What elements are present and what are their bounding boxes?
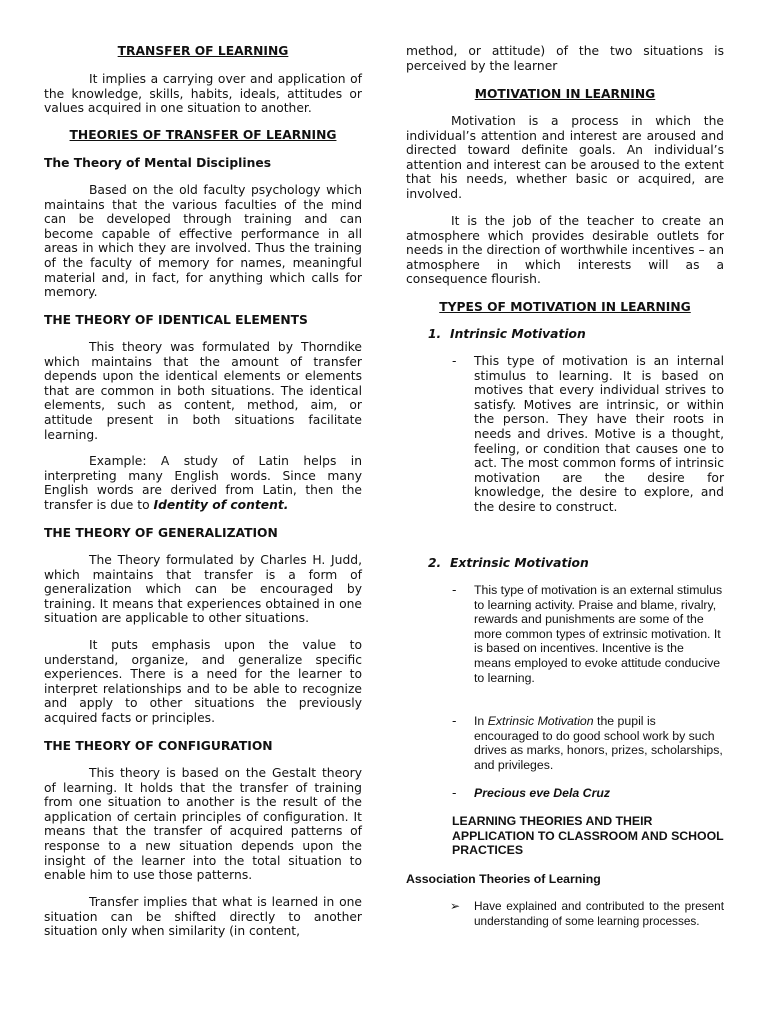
- generalization-paragraph-2: It puts emphasis upon the value to understand, organize, and generalize specific experiences. There is a need for the learner to interpret relationships and to be able to recognize and apply to other situations the previously acquired facts or principles.: [44, 638, 362, 725]
- dash-bullet: -: [452, 354, 457, 368]
- heading-mental-disciplines: The Theory of Mental Disciplines: [44, 156, 272, 170]
- motivation-paragraph-2: It is the job of the teacher to create an atmosphere which provides desirable outlets for needs in the direction of worthwhile incentives – an atmosphere in which interests will as a consequence flourish.: [406, 214, 724, 287]
- intrinsic-number: 1.: [428, 327, 442, 341]
- intrinsic-label: Intrinsic Motivation: [450, 327, 586, 341]
- example-text: Example: A study of Latin helps in interpreting many English words. Since many English words are derived from Latin, then the transfer is due to: [44, 454, 362, 512]
- example-bold-text: Identity of content.: [153, 497, 289, 512]
- extrinsic-bullet-2: [406, 714, 724, 774]
- dash-bullet: -: [452, 714, 457, 728]
- extrinsic-paragraph-2: [474, 714, 724, 772]
- mental-disciplines-paragraph: Based on the old faculty psychology which maintains that the various faculties of the mind can be developed through training and can become capable of effective performance in all areas in which they are involved. Thus the training of the faculty of memory for names, meaningful material and, in fact, for anything which calls for memory.: [44, 183, 362, 300]
- extrinsic-p2-pre: In: [474, 714, 485, 728]
- author-name: Precious eve Dela Cruz: [474, 786, 611, 800]
- heading-theories-of-transfer: THEORIES OF TRANSFER OF LEARNING: [69, 128, 337, 142]
- title-transfer-of-learning: TRANSFER OF LEARNING: [117, 44, 289, 58]
- arrow-bullet-icon: ➢: [450, 899, 461, 913]
- extrinsic-number: 2.: [428, 556, 442, 570]
- heading-generalization: THE THEORY OF GENERALIZATION: [44, 526, 278, 540]
- extrinsic-paragraph-1: This type of motivation is an external stimulus to learning activity. Praise and blame, rivalry, rewards and punishments are some of the more common types of extrinsic motivation. It is based on incentives. Incentive is the means employed to evoke attitude conducive to learning.: [474, 583, 723, 685]
- association-bullet: [406, 899, 724, 947]
- generalization-paragraph-1: The Theory formulated by Charles H. Judd, which maintains that transfer is a form of generalization which can be encouraged by training. It means that experiences obtained in one situation are applicable to other situations.: [44, 553, 362, 626]
- example-paragraph: [44, 454, 362, 512]
- extrinsic-p2-post: the pupil is encouraged to do good school work by such drives as marks, honors, prizes, scholarships, and privileges.: [474, 714, 723, 772]
- dash-bullet: -: [452, 583, 457, 597]
- heading-motivation-in-learning: MOTIVATION IN LEARNING: [474, 87, 656, 101]
- continued-paragraph: method, or attitude) of the two situations is perceived by the learner: [406, 44, 724, 73]
- heading-learning-theories: LEARNING THEORIES AND THEIR APPLICATION TO CLASSROOM AND SCHOOL PRACTICES: [452, 814, 724, 858]
- extrinsic-bullet-1: [406, 583, 724, 703]
- intrinsic-paragraph: This type of motivation is an internal stimulus to learning. It is based on motives that every individual strives to satisfy. Motives are intrinsic, or within the person. They have their roots in needs and drives. Motive is a thought, feeling, or condition that causes one to act. The most common forms of intrinsic motivation are the desire for knowledge, the desire to explore, and the desire to construct.: [474, 354, 724, 514]
- heading-types-of-motivation: TYPES OF MOTIVATION IN LEARNING: [439, 300, 691, 314]
- intro-paragraph: It implies a carrying over and application of the knowledge, skills, habits, ideals, attitudes or values acquired in one situation to another.: [44, 72, 362, 116]
- dash-bullet: -: [452, 786, 457, 800]
- motivation-paragraph-1: Motivation is a process in which the individual’s attention and interest are aroused and directed toward definite goals. An individual’s attention and interest can be aroused to the extent that his needs, whether basic or acquired, are involved.: [406, 114, 724, 201]
- transfer-paragraph: Transfer implies that what is learned in one situation can be shifted directly to another situation only when similarity (in content,: [44, 895, 362, 939]
- heading-extrinsic-motivation: [406, 556, 724, 571]
- author-bullet: [406, 786, 724, 802]
- identical-elements-paragraph: This theory was formulated by Thorndike which maintains that the amount of transfer depends upon the identical elements or elements that are common in both situations. The identical elements, such as content, method, aim, or attitude present in both situations facilitate learning.: [44, 340, 362, 442]
- configuration-paragraph: This theory is based on the Gestalt theory of learning. It holds that the transfer of training from one situation to another is the result of the application of certain principles of configuration. It means that the transfer of acquired patterns of response to a new situation depends upon the insight of the learner into the total situation to enable him to use those patterns.: [44, 766, 362, 883]
- heading-configuration: THE THEORY OF CONFIGURATION: [44, 739, 273, 753]
- heading-association-theories: Association Theories of Learning: [406, 872, 601, 886]
- association-paragraph: Have explained and contributed to the present understanding of some learning processes.: [474, 899, 724, 928]
- extrinsic-label: Extrinsic Motivation: [450, 556, 589, 570]
- intrinsic-bullet: [406, 354, 724, 514]
- extrinsic-p2-italic: Extrinsic Motivation: [487, 714, 594, 728]
- heading-intrinsic-motivation: [406, 327, 724, 342]
- heading-identical-elements: THE THEORY OF IDENTICAL ELEMENTS: [44, 313, 308, 327]
